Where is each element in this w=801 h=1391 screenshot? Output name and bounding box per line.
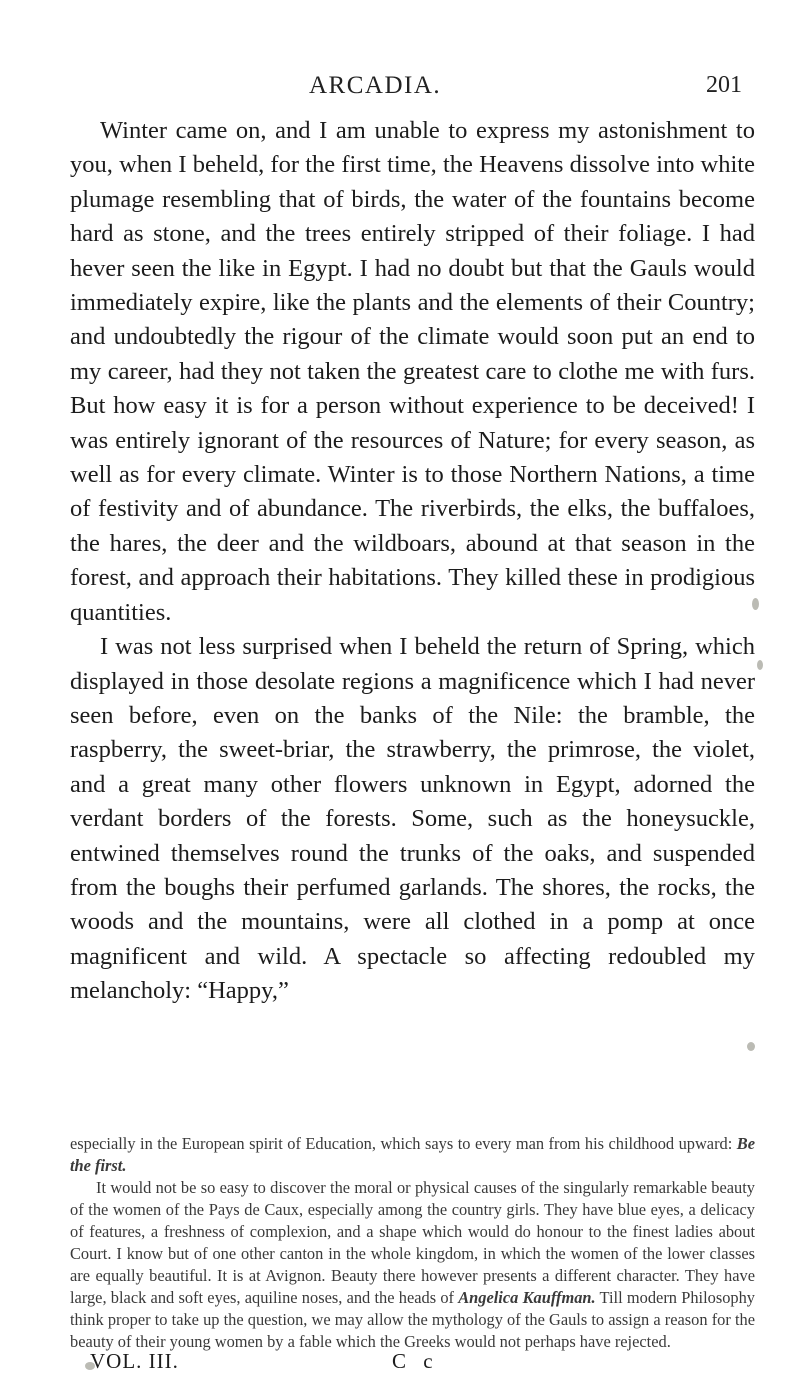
running-title: ARCADIA. <box>309 72 442 99</box>
margin-stain <box>85 1362 95 1370</box>
page-header <box>0 72 801 106</box>
volume-mark: VOL. III. <box>90 1349 179 1373</box>
main-text <box>70 114 755 1009</box>
footnotes <box>70 1133 755 1353</box>
footnote-continuation-text: especially in the European spirit of Education, which says to every man from his childhood upward: <box>70 1134 737 1153</box>
margin-stain <box>752 598 759 610</box>
footnote-pays-de-caux <box>70 1177 755 1353</box>
paragraph-spring: I was not less surprised when I beheld the return of Spring, which displayed in those desolate regions a magnificence which I had never seen before, even on the banks of the Nile: the bramble, the raspberry, the sweet-briar, the strawberry, the primrose, the violet, and a great many other flowers unknown in Egypt, adorned the verdant borders of the forests. Some, such as the honeysuckle, entwined themselves round the trunks of the oaks, and suspended from the boughs their perfumed garlands. The shores, the rocks, the woods and the mountains, were all clothed in a pomp at once magnificent and wild. A spectacle so affecting redoubled my melancholy: “Happy,” <box>70 633 755 1005</box>
margin-stain <box>747 1042 755 1051</box>
signature-mark: C c <box>392 1349 439 1373</box>
footnote-kauffman: Angelica Kauffman. <box>458 1288 596 1307</box>
margin-stain <box>757 660 763 670</box>
footnote-motto: Be the first. <box>70 1134 755 1175</box>
footnote-text-rest: Till modern Philosophy think proper to take up the question, we may allow the mythology of the Gauls to assign a reason for the beauty of their young women by a fable which the Greeks would not perhaps have rejected. <box>70 1288 755 1351</box>
footnote-continuation <box>70 1133 755 1177</box>
page-number: 201 <box>706 72 742 98</box>
signature-line <box>70 1349 755 1377</box>
footnote-text: It would not be so easy to discover the moral or physical causes of the singularly remarkable beauty of the women of the Pays de Caux, especially among the country girls. They have blue eyes, a delicacy of features, a freshness of complexion, and a shape which would do honour to the finest ladies about Court. I know but of one other canton in the whole kingdom, in which the women of the lower classes are equally beautiful. It is at Avignon. Beauty there however presents a different character. They have large, black and soft eyes, aquiline noses, and the heads of <box>70 1178 755 1307</box>
paragraph-winter: Winter came on, and I am unable to express my astonishment to you, when I beheld, for the first time, the Heavens dissolve into white plumage resembling that of birds, the water of the fountains become hard as stone, and the trees entirely stripped of their foliage. I had hever seen the like in Egypt. I had no doubt but that the Gauls would immediately expire, like the plants and the elements of their Country; and undoubtedly the rigour of the climate would soon put an end to my career, had they not taken the greatest care to clothe me with furs. But how easy it is for a person without experience to be deceived! I was entirely ignorant of the resources of Nature; for every season, as well as for every climate. Winter is to those Northern Nations, a time of festivity and of abundance. The riverbirds, the elks, the buffaloes, the hares, the deer and the wildboars, abound at that season in the forest, and approach their habitations. They killed these in prodigious quantities. <box>70 117 755 626</box>
